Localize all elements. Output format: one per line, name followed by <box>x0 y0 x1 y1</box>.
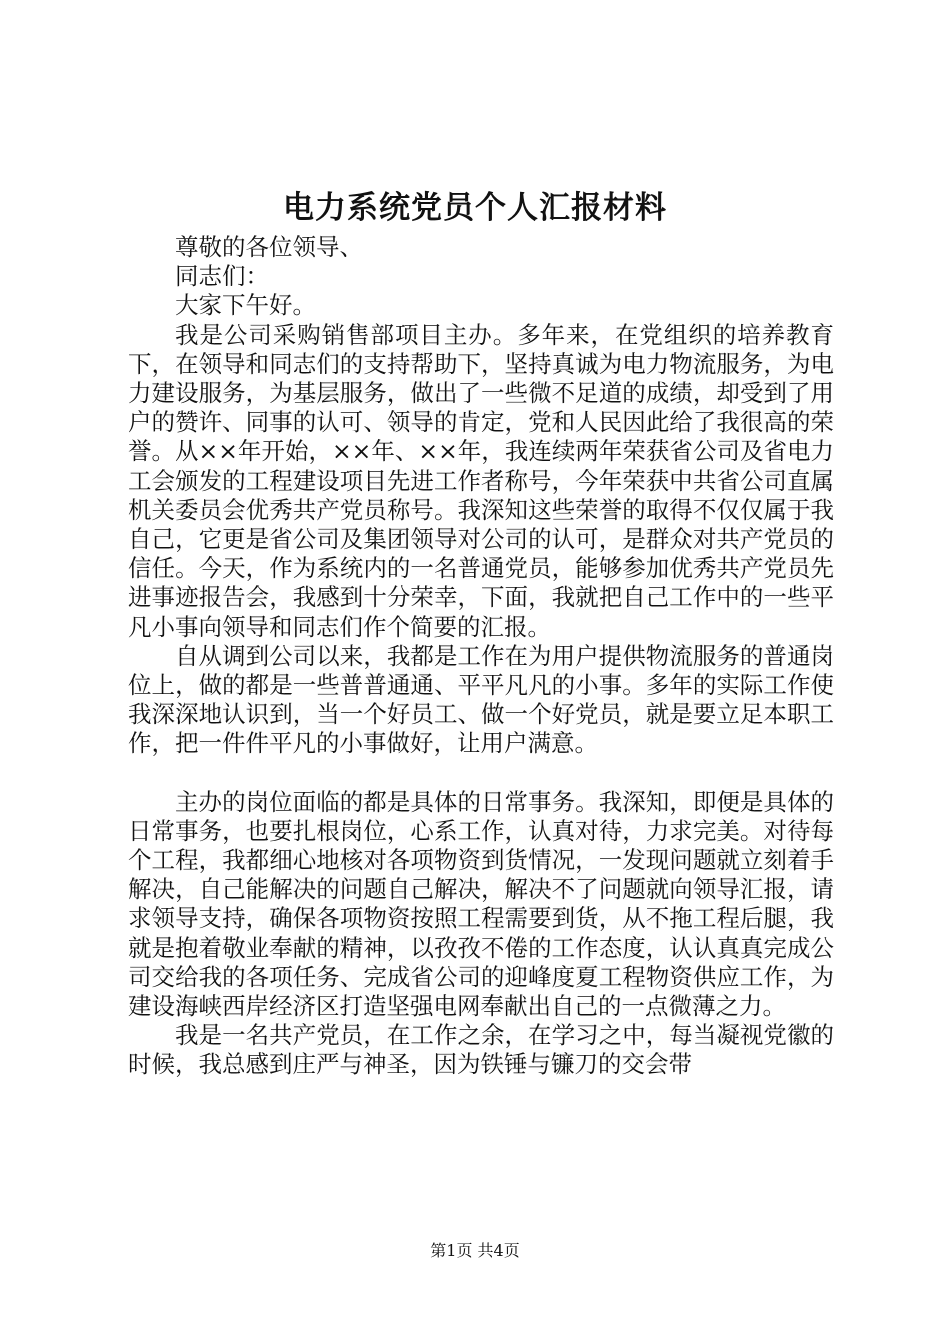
document-body <box>128 233 834 1080</box>
salutation-line-2: 同志们： <box>175 262 269 291</box>
body-paragraph: 我是一名共产党员，在工作之余，在学习之中，每当凝视党徽的时候，我总感到庄严与神圣，因为铁锤与镰刀的交会带 <box>128 1021 834 1079</box>
body-paragraph: 我是公司采购销售部项目主办。多年来，在党组织的培养教育下，在领导和同志们的支持帮助下，坚持真诚为电力物流服务，为电力建设服务，为基层服务，做出了一些微不足道的成绩，却受到了用户的赞许、同事的认可、领导的肯定，党和人民因此给了我很高的荣誉。从××年开始，××年、××年，我连续两年荣获省公司及省电力工会颁发的工程建设项目先进工作者称号，今年荣获中共省公司直属机关委员会优秀共产党员称号。我深知这些荣誉的取得不仅仅属于我自己，它更是省公司及集团领导对公司的认可，是群众对共产党员的信任。今天，作为系统内的一名普通党员，能够参加优秀共产党员先进事迹报告会，我感到十分荣幸，下面，我就把自己工作中的一些平凡小事向领导和同志们作个简要的汇报。 <box>128 320 834 641</box>
page-number-footer: 第1页 共4页 <box>430 1241 520 1260</box>
body-paragraph: 主办的岗位面临的都是具体的日常事务。我深知，即便是具体的日常事务，也要扎根岗位，心系工作，认真对待，力求完美。对待每个工程，我都细心地核对各项物资到货情况，一发现问题就立刻着手解决，自己能解决的问题自己解决，解决不了问题就向领导汇报，请求领导支持，确保各项物资按照工程需要到货，从不拖工程后腿，我就是抱着敬业奉献的精神，以孜孜不倦的工作态度，认认真真完成公司交给我的各项任务、完成省公司的迎峰度夏工程物资供应工作，为建设海峡西岸经济区打造坚强电网奉献出自己的一点微薄之力。 <box>128 787 834 1021</box>
document-title: 电力系统党员个人汇报材料 <box>283 190 667 226</box>
greeting-line: 大家下午好。 <box>175 291 316 320</box>
body-paragraph: 自从调到公司以来，我都是工作在为用户提供物流服务的普通岗位上，做的都是一些普普通通、平平凡凡的小事。多年的实际工作使我深深地认识到，当一个好员工、做一个好党员，就是要立足本职工作，把一件件平凡的小事做好，让用户满意。 <box>128 641 834 758</box>
salutation-line-1: 尊敬的各位领导、 <box>175 233 363 261</box>
